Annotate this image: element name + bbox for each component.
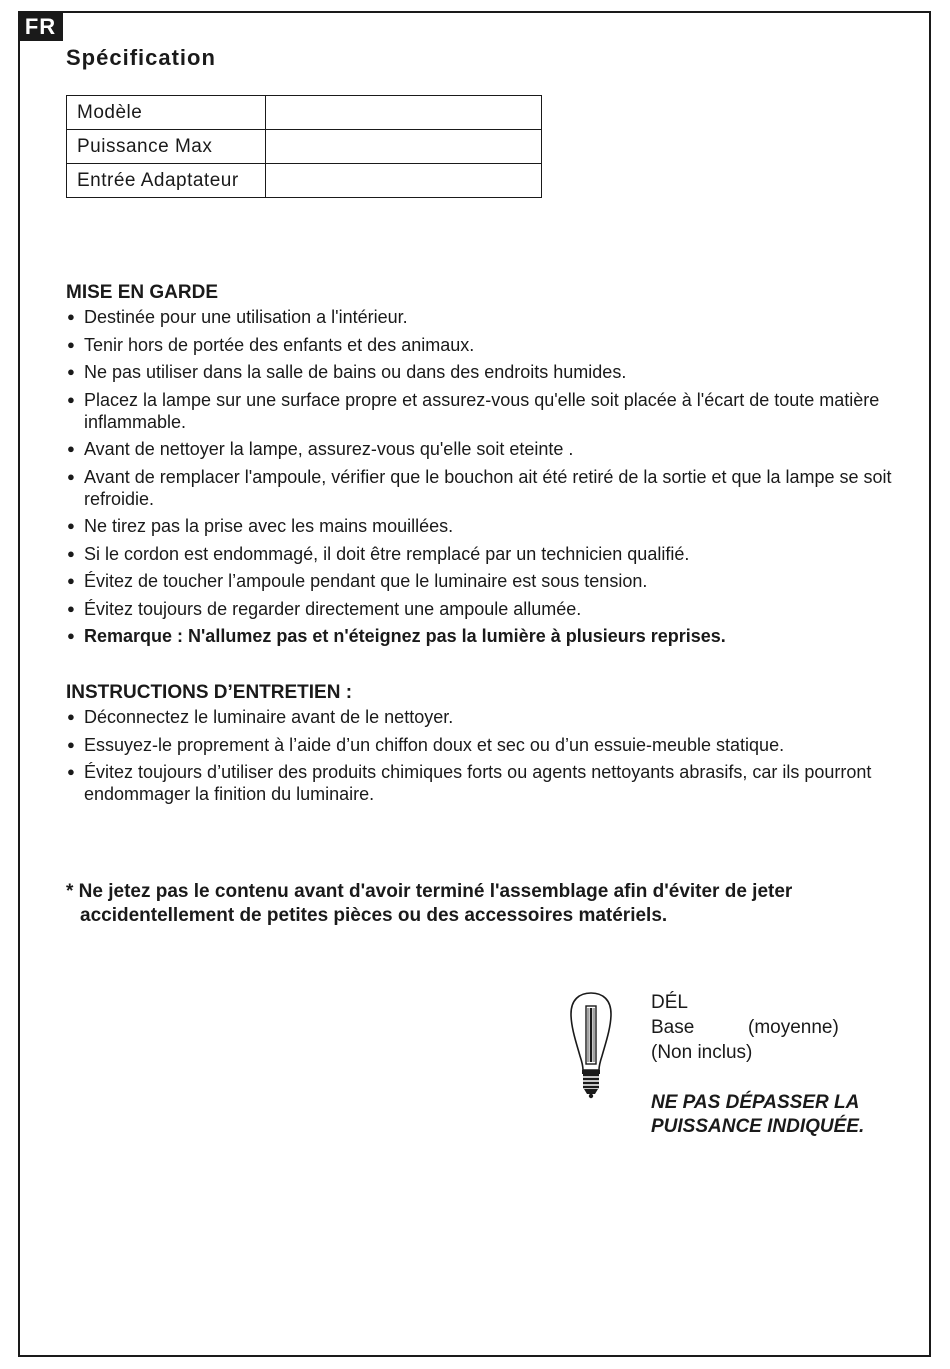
spec-value (266, 130, 542, 164)
assembly-note: * Ne jetez pas le contenu avant d'avoir terminé l'assemblage afin d'éviter de jeter accidentellement de petites pièces ou des accessoires matériels. (66, 881, 793, 926)
spec-value (266, 96, 542, 130)
list-item: ● Essuyez-le proprement à l’aide d’un chiffon doux et sec ou d’un essuie-meuble statique. (66, 734, 896, 756)
list-item: ● Ne tirez pas la prise avec les mains mouillées. (66, 515, 896, 537)
spec-label: Entrée Adaptateur (67, 164, 266, 198)
spec-row-max-power (67, 130, 542, 164)
list-item: ● Ne pas utiliser dans la salle de bains ou dans des endroits humides. (66, 361, 896, 383)
bulb-specification (651, 990, 839, 1065)
list-item: ● Évitez toujours d’utiliser des produits chimiques forts ou agents nettoyants abrasifs, car ils pourront endommager la finition du luminaire. (66, 761, 896, 805)
language-badge: FR (18, 12, 63, 41)
bulb-base-label: Base (651, 1017, 695, 1038)
list-item: ● Évitez de toucher l’ampoule pendant que le luminaire est sous tension. (66, 570, 896, 592)
bulb-included: (Non inclus) (651, 1042, 753, 1063)
bulb-base (651, 1015, 839, 1040)
list-item: ● Avant de remplacer l'ampoule, vérifier que le bouchon ait été retiré de la sortie et que la lampe se soit refroidie. (66, 466, 896, 510)
warnings-section (66, 279, 896, 653)
warnings-list (66, 306, 896, 647)
wattage-warning-line: NE PAS DÉPASSER LA (651, 1092, 860, 1113)
list-item: ● Tenir hors de portée des enfants et des animaux. (66, 334, 896, 356)
list-item: ● Évitez toujours de regarder directement une ampoule allumée. (66, 598, 896, 620)
warnings-title: MISE EN GARDE (66, 282, 219, 303)
wattage-warning-line: PUISSANCE INDIQUÉE. (651, 1116, 865, 1137)
specification-title: Spécification (66, 45, 216, 70)
list-item: ● Avant de nettoyer la lampe, assurez-vous qu'elle soit eteinte . (66, 438, 896, 460)
remark-item: ● Remarque : N'allumez pas et n'éteignez pas la lumière à plusieurs reprises. (66, 625, 896, 647)
spec-row-adapter-input (67, 164, 542, 198)
wattage-warning (651, 1091, 864, 1139)
list-item: ● Placez la lampe sur une surface propre et assurez-vous qu'elle soit placée à l'écart de toute matière inflammable. (66, 389, 896, 433)
spec-value (266, 164, 542, 198)
spec-label: Puissance Max (67, 130, 266, 164)
specification-table (66, 95, 542, 198)
list-item: ● Déconnectez le luminaire avant de le nettoyer. (66, 706, 896, 728)
spec-row-model (67, 96, 542, 130)
list-item: ● Destinée pour une utilisation a l'intérieur. (66, 306, 896, 328)
maintenance-list (66, 706, 896, 805)
maintenance-title: INSTRUCTIONS D’ENTRETIEN : (66, 682, 353, 703)
maintenance-section (66, 679, 896, 811)
led-bulb-icon (567, 990, 615, 1100)
bulb-base-value: (moyenne) (748, 1017, 839, 1038)
spec-label: Modèle (67, 96, 266, 130)
bulb-type: DÉL (651, 992, 688, 1013)
list-item: ● Si le cordon est endommagé, il doit être remplacé par un technicien qualifié. (66, 543, 896, 565)
